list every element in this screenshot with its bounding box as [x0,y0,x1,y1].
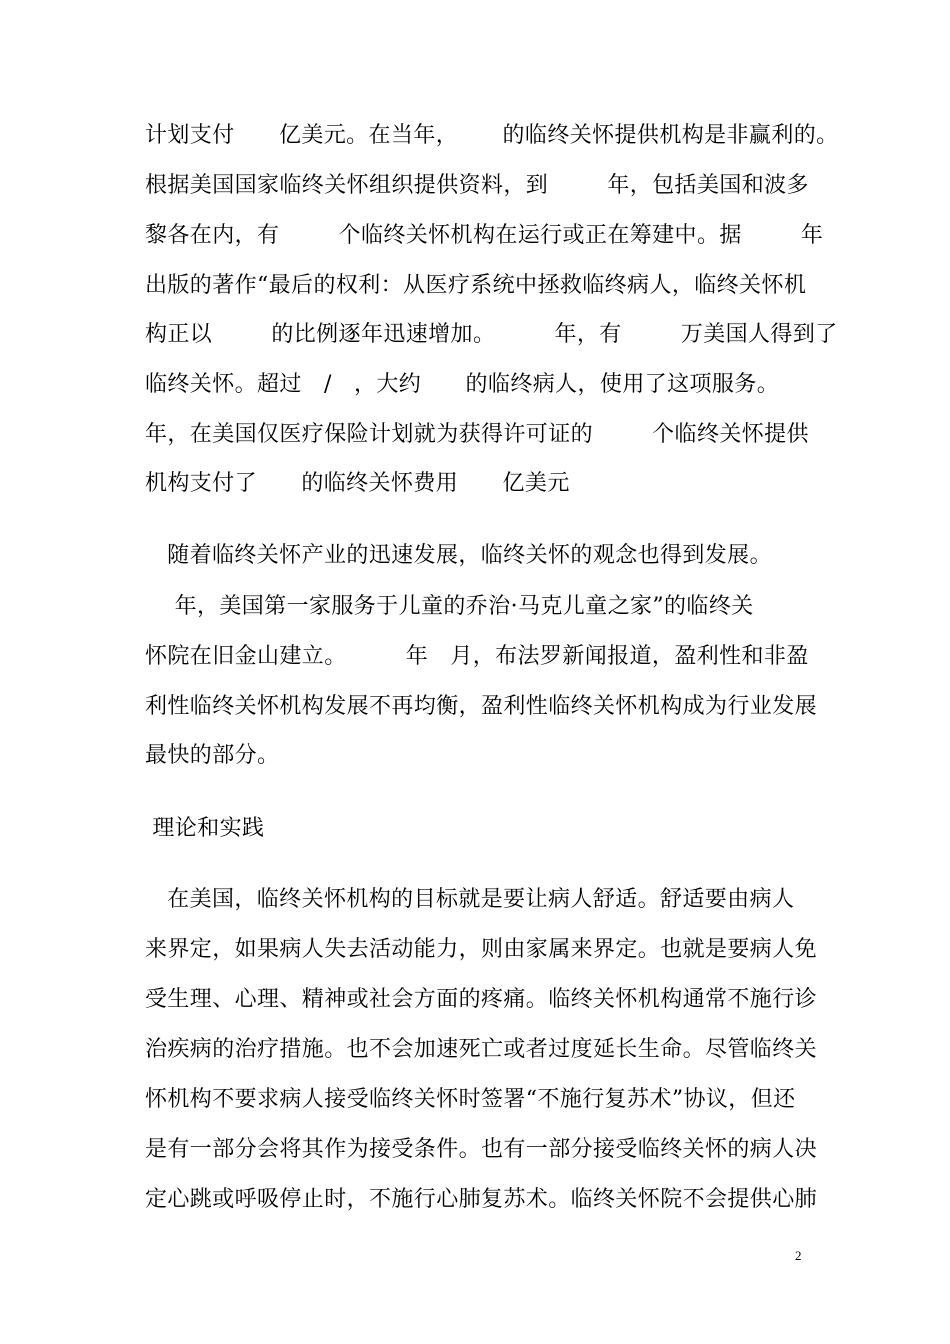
text-line: 怀机构不要求病人接受临终关怀时签署“不施行复苏术”协议，但还 [145,1087,796,1112]
text-line: 临终关怀。超过 / ，大约 的临终病人，使用了这项服务。 [145,372,780,397]
text-line: 构正以 的比例逐年迅速增加。 年，有 万美国人得到了 [145,322,838,347]
text-line: 最快的部分。 [145,743,280,768]
text-line: 是有一部分会将其作为接受条件。也有一部分接受临终关怀的病人决 [145,1137,818,1162]
text-line: 出版的著作“最后的权利：从医疗系统中拯救临终病人，临终关怀机 [145,273,807,298]
text-line: 年，在美国仅医疗保险计划就为获得许可证的 个临终关怀提供 [145,422,809,447]
text-line: 受生理、心理、精神或社会方面的疼痛。临终关怀机构通常不施行诊 [145,987,818,1012]
text-line: 定心跳或呼吸停止时，不施行心肺复苏术。临终关怀院不会提供心肺 [145,1187,818,1212]
page-number: 2 [795,1248,802,1263]
text-line: 随着临终关怀产业的迅速发展，临终关怀的观念也得到发展。 [145,543,772,568]
text-line: 来界定，如果病人失去活动能力，则由家属来界定。也就是要病人免 [145,937,818,962]
text-line: 年，美国第一家服务于儿童的乔治·马克儿童之家”的临终关 [145,594,754,619]
text-line: 根据美国国家临终关怀组织提供资料，到 年，包括美国和波多 [145,173,809,198]
text-line: 机构支付了 的临终关怀费用 亿美元 [145,471,570,496]
text-line: 在美国，临终关怀机构的目标就是要让病人舒适。舒适要由病人 [145,887,795,912]
text-line: 黎各在内，有 个临终关怀机构在运行或正在筹建中。据 年 [145,223,824,248]
text-line: 怀院在旧金山建立。 年 月，布法罗新闻报道，盈利性和非盈 [145,644,809,669]
text-line: 利性临终关怀机构发展不再均衡，盈利性临终关怀机构成为行业发展 [145,694,818,719]
section-heading: 理论和实践 [145,816,265,841]
text-line: 治疾病的治疗措施。也不会加速死亡或者过度延长生命。尽管临终关 [145,1037,818,1062]
text-line: 计划支付 亿美元。在当年， 的临终关怀提供机构是非赢利的。 [145,123,839,148]
